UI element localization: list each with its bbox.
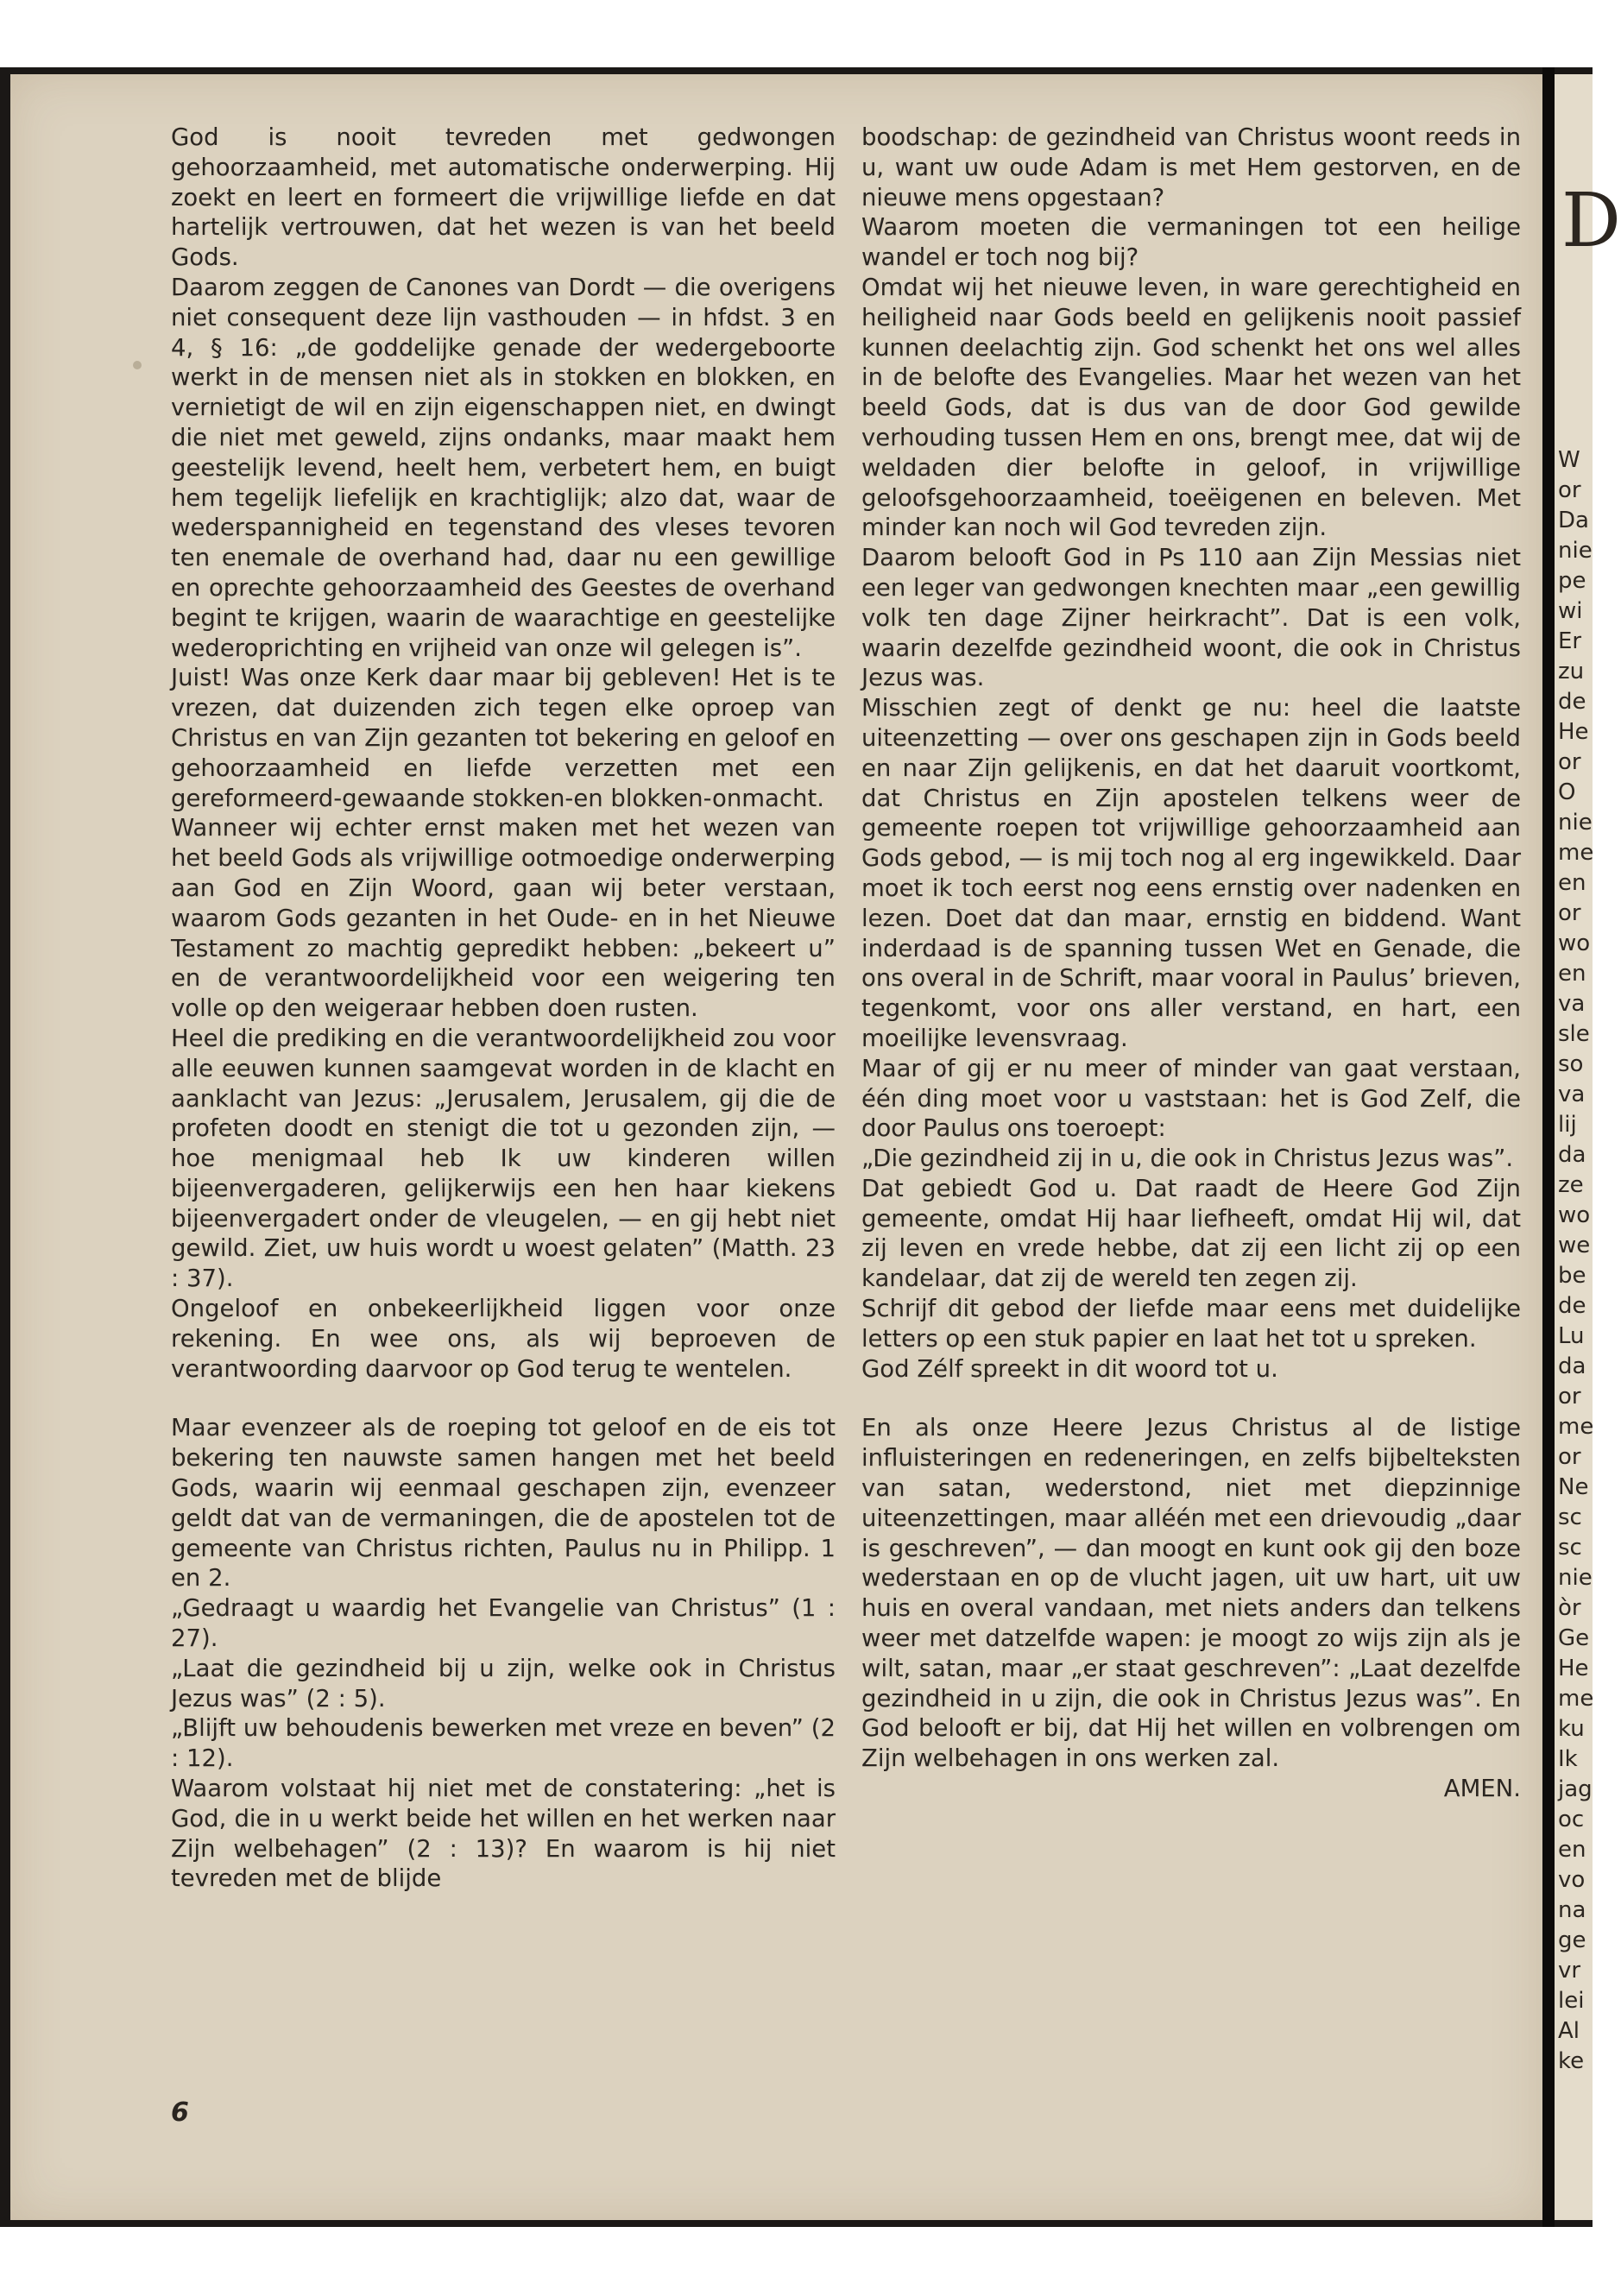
next-page-initial: D	[1561, 178, 1621, 264]
next-page-line-starts: W or Da nie pe wi Er zu de He or O nie me en or wo en va sle so va lij da ze wo we be de Lu da or me or Ne sc sc nie òr Ge He me ku Ik jag oc en vo na ge vr lei Al ke	[1558, 447, 1594, 2074]
left-paragraph: Wanneer wij echter ernst maken met het wezen van het beeld Gods als vrijwillige ootmoedige onderwerping aan God en Zijn Woord, gaan wij beter verstaan, waarom Gods gezanten in het Oude- en in het Nieuwe Testament zo machtig gepredikt hebben: „bekeert u” en de verantwoordelijkheid voor een weigering ten volle op den weigeraar hebben doen rusten.	[171, 814, 836, 1023]
left-column	[171, 123, 836, 1894]
right-paragraph: Omdat wij het nieuwe leven, in ware gerechtigheid en heiligheid naar Gods beeld en gelijkenis nooit passief kunnen deelachtig zijn. God schenkt het ons wel alles in de belofte des Evangelies. Maar het wezen van het beeld Gods, dat is dus van de door God gewilde verhouding tussen Hem en ons, brengt mee, dat wij de weldaden dier belofte in geloof, in vrijwillige geloofsgehoorzaamheid, toeëigenen en beleven. Met minder kan noch wil God tevreden zijn.	[861, 273, 1521, 542]
right-paragraph: En als onze Heere Jezus Christus al de listige influisteringen en redeneringen, en zelfs bijbelteksten van satan, wederstond, niet met diepzinnige uiteenzettingen, maar alléén met een drievoudig „daar is geschreven”, — dan moogt en kunt ook gij den boze wederstaan en op de vlucht jagen, uit uw hart, uit uw huis en overal vandaan, met niets anders dan telkens weer met datzelfde wapen: je moogt zo wijs zijn als je wilt, satan, maar „er staat geschreven”: „Laat dezelfde gezindheid in u zijn, die ook in Christus Jezus was”. En God belooft er bij, dat Hij het willen en volbrengen om Zijn welbehagen in ons werken zal.	[861, 1414, 1521, 1773]
top-margin	[0, 0, 1593, 67]
left-paragraph: Maar evenzeer als de roeping tot geloof en de eis tot bekering ten nauwste samen hangen met het beeld Gods, waarin wij eenmaal geschapen zijn, evenzeer geldt dat van de vermaningen, die de apostelen tot de gemeente van Christus richten, Paulus nu in Philipp. 1 en 2.	[171, 1414, 836, 1593]
right-paragraph: Dat gebiedt God u. Dat raadt de Heere God Zijn gemeente, omdat Hij haar liefheeft, omdat Hij wil, dat zij leven en vrede hebbe, dat zij een licht zij op een kandelaar, dat zij de wereld ten zegen zij.	[861, 1174, 1521, 1293]
left-paragraph: Ongeloof en onbekeerlijkheid liggen voor onze rekening. En wee ons, als wij beproeven de verantwoording daarvoor op God terug te wentelen.	[171, 1295, 836, 1383]
left-paragraph: Juist! Was onze Kerk daar maar bij gebleven! Het is te vrezen, dat duizenden zich tegen elke oproep van Christus en van Zijn gezanten tot bekering en geloof en gehoorzaamheid en liefde verzetten met een gereformeerd-gewaande stokken-en blokken-onmacht.	[171, 664, 836, 812]
right-section-gap	[861, 1384, 1521, 1413]
left-paragraph: „Gedraagt u waardig het Evangelie van Christus” (1 : 27).	[171, 1594, 836, 1653]
right-paragraph: Daarom belooft God in Ps 110 aan Zijn Messias niet een leger van gedwongen knechten maar „een gewillig volk ten dage Zijner heirkracht”. Dat is een volk, waarin dezelfde gezindheid woont, die ook in Christus Jezus was.	[861, 544, 1521, 692]
left-paragraph: Waarom volstaat hij niet met de constatering: „het is God, die in u werkt beide het willen en het werken naar Zijn welbehagen” (2 : 13)? En waarom is hij niet tevreden met de blijde	[171, 1775, 836, 1893]
right-paragraph: boodschap: de gezindheid van Christus woont reeds in u, want uw oude Adam is met Hem gestorven, en de nieuwe mens opgestaan?	[861, 123, 1521, 211]
right-paragraph: Waarom moeten die vermaningen tot een heilige wandel er toch nog bij?	[861, 213, 1521, 272]
bottom-margin	[0, 2227, 1593, 2296]
right-paragraph: „Die gezindheid zij in u, die ook in Christus Jezus was”.	[861, 1145, 1514, 1173]
paper-speck	[133, 361, 142, 369]
left-paragraph: God is nooit tevreden met gedwongen gehoorzaamheid, met automatische onderwerping. Hij zoekt en leert en formeert die vrijwillige liefde en dat hartelijk vertrouwen, dat het wezen is van het beeld Gods.	[171, 123, 836, 272]
closing-amen: AMEN.	[1443, 1775, 1521, 1803]
left-paragraph: Heel die prediking en die verantwoordelijkheid zou voor alle eeuwen kunnen saamgevat worden in de klacht en aanklacht van Jezus: „Jerusalem, Jerusalem, gij die de profeten doodt en stenigt die tot u gezonden zijn, — hoe menigmaal heb Ik uw kinderen willen bijeenvergaderen, gelijkerwijs een hen haar kiekens bijeenvergadert onder de vleugelen, — en gij hebt niet gewild. Ziet, uw huis wordt u woest gelaten” (Matth. 23 : 37).	[171, 1024, 836, 1293]
page-number: 6	[171, 2097, 189, 2128]
book-spine	[1542, 67, 1555, 2227]
right-paragraph: Schrijf dit gebod der liefde maar eens met duidelijke letters op een stuk papier en laat het tot u spreken.	[861, 1295, 1521, 1353]
right-column	[861, 123, 1521, 1804]
left-paragraph: „Laat die gezindheid bij u zijn, welke ook in Christus Jezus was” (2 : 5).	[171, 1654, 836, 1713]
left-section-gap	[171, 1384, 836, 1413]
right-paragraph: Misschien zegt of denkt ge nu: heel die laatste uiteenzetting — over ons geschapen zijn in Gods beeld en naar Zijn gelijkenis, en dat het daaruit voortkomt, dat Christus en Zijn apostelen telkens weer de gemeente roepen tot vrijwillige gehoorzaamheid aan Gods gebod, — is mij toch nog al erg ingewikkeld. Daar moet ik toch eerst nog eens ernstig over nadenken en lezen. Doet dat dan maar, ernstig en biddend. Want inderdaad is de spanning tussen Wet en Genade, die ons overal in de Schrift, maar vooral in Paulus’ brieven, tegenkomt, voor ons aller verstand, en hart, een moeilijke levensvraag.	[861, 694, 1521, 1052]
right-paragraph: Maar of gij er nu meer of minder van gaat verstaan, één ding moet voor u vaststaan: het is God Zelf, die door Paulus ons toeroept:	[861, 1054, 1521, 1143]
left-paragraph: „Blijft uw behoudenis bewerken met vreze en beven” (2 : 12).	[171, 1714, 836, 1773]
next-page-edge	[1555, 74, 1621, 2220]
left-paragraph: Daarom zeggen de Canones van Dordt — die overigens niet consequent deze lijn vasthouden — in hfdst. 3 en 4, § 16: „de goddelijke genade der wedergeboorte werkt in de mensen niet als in stokken en blokken, en vernietigt de wil en zijn eigenschappen niet, en dwingt die niet met geweld, zijns ondanks, maar maakt hem geestelijk levend, heelt hem, verbetert hem, en buigt hem tegelijk liefelijk en krachtiglijk; alzo dat, waar de wederspannigheid en tegenstand des vleses tevoren ten enemale de overhand had, daar nu een gewillige en oprechte gehoorzaamheid des Geestes de overhand begint te krijgen, waarin de waarachtige en geestelijke wederoprichting en vrijheid van onze wil gelegen is”.	[171, 273, 836, 662]
right-paragraph: God Zélf spreekt in dit woord tot u.	[861, 1354, 1278, 1383]
